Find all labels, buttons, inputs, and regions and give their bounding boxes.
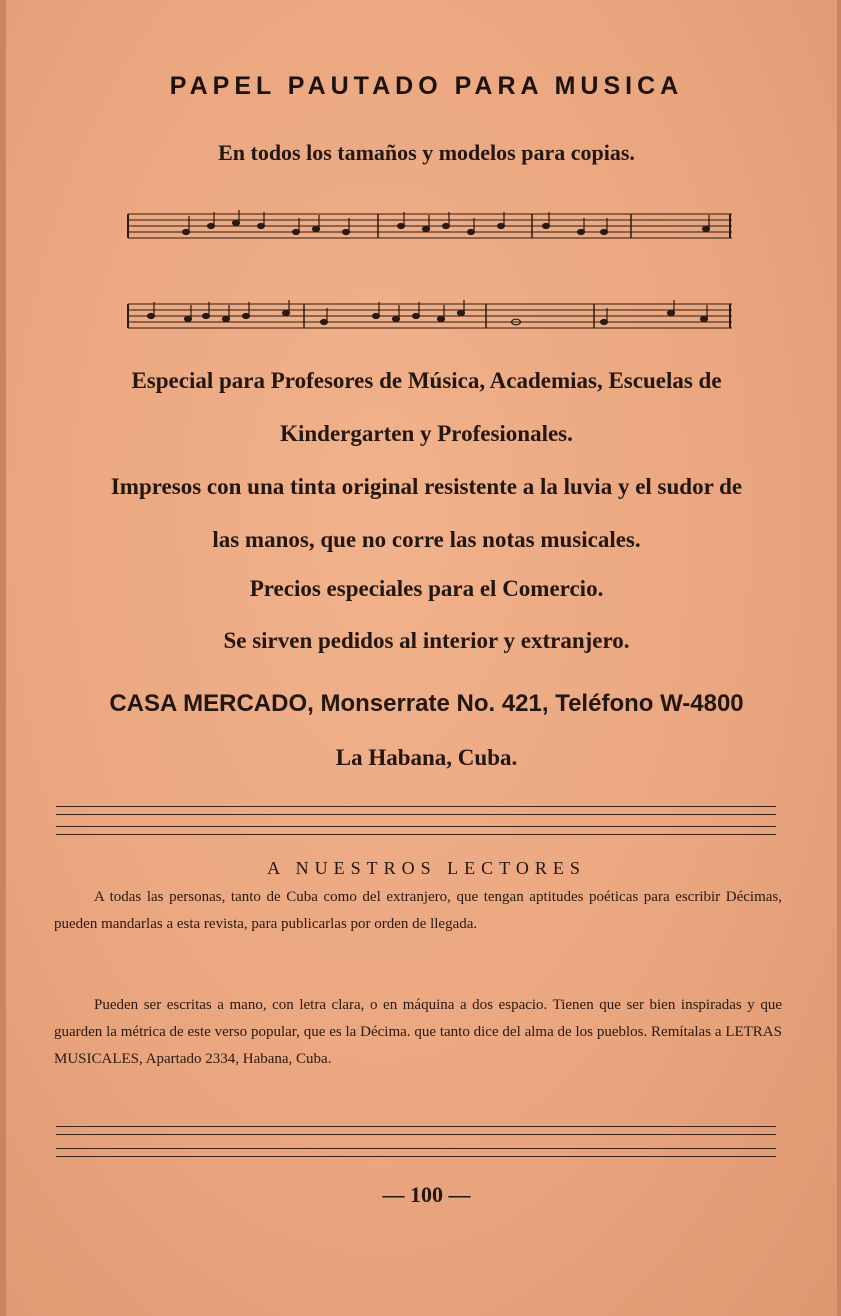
ad-line-company-address: CASA MERCADO, Monserrate No. 421, Teléfono W-4800	[109, 690, 744, 717]
page-title: PAPEL PAUTADO PARA MUSICA	[169, 72, 684, 100]
ad-line-4: las manos, que no corre las notas musicales.	[212, 527, 641, 552]
music-staff-1-svg	[126, 206, 734, 246]
ad-line-city: La Habana, Cuba.	[335, 745, 518, 770]
divider-rule	[56, 1126, 776, 1127]
divider-rule	[56, 814, 776, 815]
subtitle: En todos los tamaños y modelos para copias.	[218, 140, 635, 165]
divider-rule	[56, 1134, 776, 1135]
ad-line-5: Precios especiales para el Comercio.	[249, 576, 604, 601]
page-number: — 100 —	[382, 1182, 471, 1207]
readers-paragraph-1: A todas las personas, tanto de Cuba como del extranjero, que tengan aptitudes poéticas para escribir Décimas, pueden mandarlas a esta revista, para publicarlas por orden de llegada.	[54, 889, 782, 932]
music-staff-2-svg	[126, 296, 734, 336]
divider-rule	[56, 826, 776, 827]
divider-rule	[56, 1148, 776, 1149]
divider-rule	[56, 834, 776, 835]
ad-line-6: Se sirven pedidos al interior y extranjero.	[223, 628, 630, 653]
readers-paragraph-2: Pueden ser escritas a mano, con letra clara, o en máquina a dos espacio. Tienen que ser bien inspiradas y que guarden la métrica de este verso popular, que es la Décima. que tanto dice del alma de los pueblos. Remítalas a LETRAS MUSICALES, Apartado 2334, Habana, Cuba.	[54, 997, 782, 1067]
music-staff-illustration-2	[126, 296, 734, 336]
ad-line-3: Impresos con una tinta original resistente a la luvia y el sudor de	[110, 474, 743, 499]
divider-rule	[56, 806, 776, 807]
music-staff-illustration-1	[126, 206, 734, 246]
divider-rule	[56, 1156, 776, 1157]
readers-section-heading: A NUESTROS LECTORES	[267, 858, 586, 878]
ad-line-1: Especial para Profesores de Música, Academias, Escuelas de	[131, 368, 722, 393]
ad-line-2: Kindergarten y Profesionales.	[280, 421, 573, 446]
